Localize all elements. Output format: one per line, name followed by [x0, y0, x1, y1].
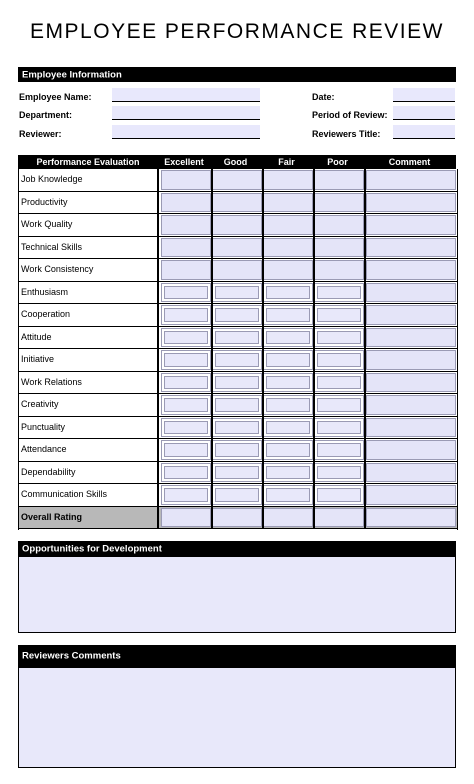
criteria-row — [19, 237, 457, 260]
rating-cell-fair[interactable] — [263, 350, 313, 370]
rating-cell-good[interactable] — [212, 193, 262, 213]
rating-cell-poor[interactable] — [314, 238, 364, 258]
column-divider — [211, 484, 213, 506]
column-divider — [364, 349, 366, 371]
comment-cell[interactable] — [366, 350, 456, 370]
column-divider — [364, 214, 366, 236]
column-header-comment: Comment — [388, 157, 431, 167]
rating-cell-excellent[interactable] — [161, 508, 211, 528]
rating-cell-good[interactable] — [212, 260, 262, 280]
development-line[interactable] — [19, 557, 455, 583]
criteria-row — [19, 417, 457, 440]
criteria-row — [19, 462, 457, 485]
column-divider — [364, 282, 366, 304]
comment-cell[interactable] — [366, 238, 456, 258]
rating-cell-good[interactable] — [212, 170, 262, 190]
criteria-row — [19, 259, 457, 282]
column-divider — [262, 237, 264, 259]
rating-cell-good[interactable] — [212, 238, 262, 258]
column-divider — [313, 282, 315, 304]
column-divider — [313, 327, 315, 349]
column-header-excellent: Excellent — [164, 157, 204, 167]
reviewer-comment-line[interactable] — [19, 668, 455, 694]
reviewers-title-field[interactable] — [393, 125, 455, 139]
evaluation-table — [18, 169, 458, 530]
column-divider — [313, 484, 315, 506]
rating-cell-fair[interactable] — [263, 238, 313, 258]
column-divider — [364, 417, 366, 439]
rating-cell-excellent[interactable] — [161, 463, 211, 483]
department-label: Department: — [19, 110, 73, 120]
column-divider — [211, 169, 213, 191]
rating-cell-poor[interactable] — [314, 395, 364, 415]
rating-cell-poor[interactable] — [314, 328, 364, 348]
criteria-row — [19, 372, 457, 395]
comment-cell[interactable] — [366, 283, 456, 303]
column-divider — [262, 169, 264, 191]
criteria-row — [19, 439, 457, 462]
rating-cell-poor[interactable] — [314, 373, 364, 393]
criteria-label: Creativity — [19, 394, 159, 416]
criteria-label: Productivity — [19, 192, 159, 214]
rating-cell-fair[interactable] — [263, 283, 313, 303]
reviewer-comment-line[interactable] — [19, 718, 455, 743]
column-header-criteria: Performance Evaluation — [36, 157, 140, 167]
rating-cell-excellent[interactable] — [161, 283, 211, 303]
criteria-label: Job Knowledge — [19, 169, 159, 191]
column-divider — [313, 169, 315, 191]
column-divider — [313, 462, 315, 484]
department-field[interactable] — [112, 106, 260, 120]
column-divider — [262, 282, 264, 304]
rating-cell-fair[interactable] — [263, 463, 313, 483]
development-line[interactable] — [19, 607, 455, 633]
rating-cell-poor[interactable] — [314, 193, 364, 213]
column-divider — [211, 507, 213, 529]
rating-cell-fair[interactable] — [263, 328, 313, 348]
rating-cell-excellent[interactable] — [161, 215, 211, 235]
column-divider — [313, 259, 315, 281]
rating-cell-fair[interactable] — [263, 418, 313, 438]
column-divider — [262, 439, 264, 461]
column-divider — [364, 484, 366, 506]
rating-cell-poor[interactable] — [314, 440, 364, 460]
reviewer-comment-line[interactable] — [19, 742, 455, 767]
comment-cell[interactable] — [366, 373, 456, 393]
comment-cell[interactable] — [366, 395, 456, 415]
rating-cell-good[interactable] — [212, 508, 262, 528]
rating-cell-excellent[interactable] — [161, 170, 211, 190]
criteria-label: Work Consistency — [19, 259, 159, 281]
criteria-row — [19, 327, 457, 350]
rating-cell-poor[interactable] — [314, 508, 364, 528]
rating-cell-good[interactable] — [212, 395, 262, 415]
rating-cell-good[interactable] — [212, 418, 262, 438]
rating-cell-excellent[interactable] — [161, 260, 211, 280]
rating-cell-good[interactable] — [212, 328, 262, 348]
column-divider — [313, 304, 315, 326]
criteria-label: Initiative — [19, 349, 159, 371]
column-divider — [262, 327, 264, 349]
column-divider — [313, 192, 315, 214]
column-divider — [364, 507, 366, 529]
column-divider — [364, 439, 366, 461]
reviewer-comment-line[interactable] — [19, 693, 455, 719]
reviewer-comments-header-label: Reviewers Comments — [22, 650, 121, 662]
column-divider — [211, 259, 213, 281]
column-divider — [364, 394, 366, 416]
rating-cell-excellent[interactable] — [161, 305, 211, 325]
rating-cell-good[interactable] — [212, 485, 262, 505]
rating-cell-excellent[interactable] — [161, 373, 211, 393]
rating-cell-poor[interactable] — [314, 283, 364, 303]
rating-cell-fair[interactable] — [263, 440, 313, 460]
column-divider — [262, 214, 264, 236]
comment-cell[interactable] — [366, 305, 456, 325]
rating-cell-excellent[interactable] — [161, 418, 211, 438]
development-header-label: Opportunities for Development — [22, 543, 162, 554]
column-divider — [364, 169, 366, 191]
criteria-row — [19, 484, 457, 507]
rating-cell-poor[interactable] — [314, 485, 364, 505]
period-of-review-field[interactable] — [393, 106, 455, 120]
rating-cell-fair[interactable] — [263, 305, 313, 325]
criteria-label: Work Quality — [19, 214, 159, 236]
period-of-review-label: Period of Review: — [312, 110, 388, 120]
page-title: EMPLOYEE PERFORMANCE REVIEW — [30, 20, 444, 43]
rating-cell-poor[interactable] — [314, 260, 364, 280]
development-line[interactable] — [19, 582, 455, 608]
column-divider — [211, 417, 213, 439]
column-divider — [211, 327, 213, 349]
column-divider — [211, 304, 213, 326]
rating-cell-poor[interactable] — [314, 350, 364, 370]
evaluation-header — [18, 155, 456, 169]
comment-cell[interactable] — [366, 440, 456, 460]
column-header-poor: Poor — [327, 157, 348, 167]
rating-cell-poor[interactable] — [314, 418, 364, 438]
rating-cell-excellent[interactable] — [161, 238, 211, 258]
comment-cell[interactable] — [366, 418, 456, 438]
reviewer-label: Reviewer: — [19, 129, 62, 139]
column-header-good: Good — [223, 157, 248, 167]
comment-cell[interactable] — [366, 508, 456, 528]
column-divider — [262, 462, 264, 484]
column-divider — [364, 192, 366, 214]
column-divider — [313, 417, 315, 439]
rating-cell-excellent[interactable] — [161, 350, 211, 370]
rating-cell-fair[interactable] — [263, 508, 313, 528]
column-divider — [262, 372, 264, 394]
column-divider — [211, 192, 213, 214]
employee-name-field[interactable] — [112, 88, 260, 102]
column-divider — [211, 349, 213, 371]
comment-cell[interactable] — [366, 170, 456, 190]
reviewer-comments-section — [18, 667, 456, 768]
comment-cell[interactable] — [366, 463, 456, 483]
overall-rating-row — [19, 507, 457, 530]
column-divider — [211, 462, 213, 484]
column-divider — [364, 304, 366, 326]
rating-cell-good[interactable] — [212, 440, 262, 460]
rating-cell-excellent[interactable] — [161, 193, 211, 213]
comment-cell[interactable] — [366, 260, 456, 280]
column-divider — [313, 237, 315, 259]
column-divider — [364, 372, 366, 394]
rating-cell-fair[interactable] — [263, 215, 313, 235]
criteria-label: Punctuality — [19, 417, 159, 439]
column-divider — [211, 282, 213, 304]
column-divider — [262, 507, 264, 529]
employee-info-header — [18, 67, 456, 82]
column-divider — [211, 214, 213, 236]
column-divider — [364, 237, 366, 259]
overall-rating-label: Overall Rating — [19, 507, 159, 529]
column-divider — [313, 372, 315, 394]
column-divider — [313, 214, 315, 236]
column-divider — [262, 259, 264, 281]
rating-cell-fair[interactable] — [263, 395, 313, 415]
column-divider — [211, 394, 213, 416]
column-divider — [262, 484, 264, 506]
rating-cell-excellent[interactable] — [161, 328, 211, 348]
employee-info-header-label: Employee Information — [22, 69, 122, 80]
rating-cell-good[interactable] — [212, 373, 262, 393]
rating-cell-fair[interactable] — [263, 193, 313, 213]
comment-cell[interactable] — [366, 193, 456, 213]
rating-cell-poor[interactable] — [314, 170, 364, 190]
criteria-row — [19, 304, 457, 327]
reviewer-field[interactable] — [112, 125, 260, 139]
criteria-label: Attendance — [19, 439, 159, 461]
column-divider — [313, 349, 315, 371]
date-label: Date: — [312, 92, 335, 102]
rating-cell-poor[interactable] — [314, 463, 364, 483]
date-field[interactable] — [393, 88, 455, 102]
column-divider — [211, 372, 213, 394]
column-header-fair: Fair — [278, 157, 295, 167]
column-divider — [364, 462, 366, 484]
rating-cell-fair[interactable] — [263, 170, 313, 190]
comment-cell[interactable] — [366, 328, 456, 348]
criteria-label: Attitude — [19, 327, 159, 349]
column-divider — [262, 349, 264, 371]
criteria-row — [19, 394, 457, 417]
column-divider — [313, 439, 315, 461]
rating-cell-good[interactable] — [212, 463, 262, 483]
comment-cell[interactable] — [366, 215, 456, 235]
comment-cell[interactable] — [366, 485, 456, 505]
criteria-label: Work Relations — [19, 372, 159, 394]
reviewers-title-label: Reviewers Title: — [312, 129, 381, 139]
criteria-row — [19, 169, 457, 192]
rating-cell-poor[interactable] — [314, 305, 364, 325]
rating-cell-excellent[interactable] — [161, 395, 211, 415]
column-divider — [364, 259, 366, 281]
column-divider — [211, 439, 213, 461]
criteria-label: Dependability — [19, 462, 159, 484]
criteria-row — [19, 282, 457, 305]
criteria-label: Technical Skills — [19, 237, 159, 259]
rating-cell-good[interactable] — [212, 305, 262, 325]
reviewer-comments-header — [18, 645, 456, 667]
column-divider — [262, 304, 264, 326]
criteria-row — [19, 192, 457, 215]
rating-cell-good[interactable] — [212, 283, 262, 303]
column-divider — [262, 192, 264, 214]
criteria-label: Cooperation — [19, 304, 159, 326]
criteria-label: Communication Skills — [19, 484, 159, 506]
column-divider — [262, 394, 264, 416]
rating-cell-good[interactable] — [212, 215, 262, 235]
column-divider — [211, 237, 213, 259]
development-header — [18, 541, 456, 556]
rating-cell-fair[interactable] — [263, 260, 313, 280]
rating-cell-excellent[interactable] — [161, 440, 211, 460]
rating-cell-poor[interactable] — [314, 215, 364, 235]
rating-cell-excellent[interactable] — [161, 485, 211, 505]
criteria-row — [19, 349, 457, 372]
column-divider — [364, 327, 366, 349]
column-divider — [262, 417, 264, 439]
rating-cell-fair[interactable] — [263, 373, 313, 393]
column-divider — [313, 507, 315, 529]
development-section — [18, 556, 456, 633]
employee-name-label: Employee Name: — [19, 92, 92, 102]
criteria-label: Enthusiasm — [19, 282, 159, 304]
criteria-row — [19, 214, 457, 237]
rating-cell-good[interactable] — [212, 350, 262, 370]
column-divider — [313, 394, 315, 416]
rating-cell-fair[interactable] — [263, 485, 313, 505]
